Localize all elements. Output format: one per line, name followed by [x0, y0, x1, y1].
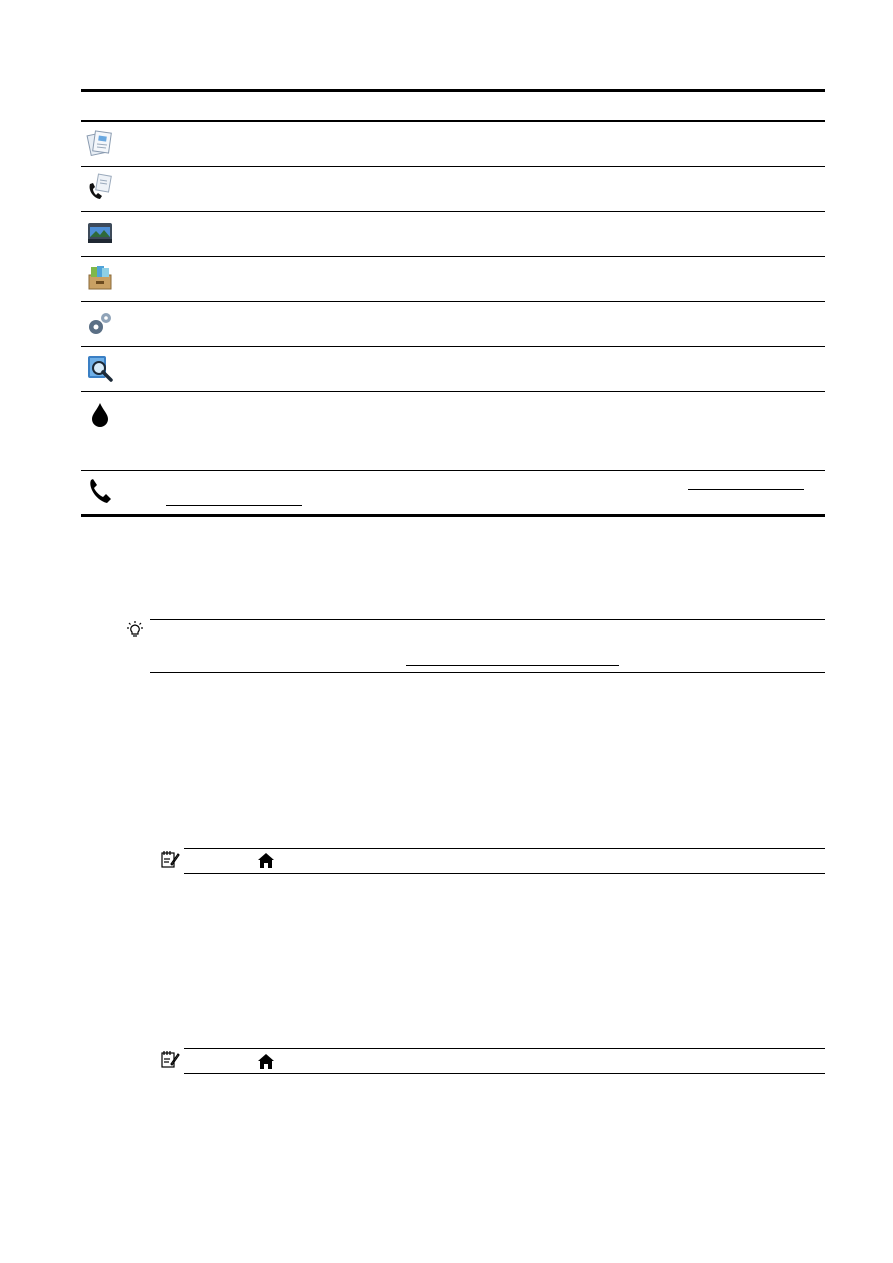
table-header-divider	[81, 120, 825, 122]
home-icon	[257, 852, 275, 869]
note-top-rule	[184, 1048, 825, 1049]
lightbulb-icon	[125, 620, 145, 640]
scan-icon	[85, 218, 115, 248]
support-link-underline-continued[interactable]	[166, 505, 302, 506]
fax-icon	[85, 172, 115, 202]
row-divider	[81, 211, 825, 212]
row-divider	[81, 256, 825, 257]
row-divider	[81, 301, 825, 302]
note-top-rule	[184, 848, 825, 849]
row-divider	[81, 470, 825, 471]
note-bottom-rule	[184, 1073, 825, 1074]
apps-icon	[85, 263, 115, 293]
row-divider	[81, 346, 825, 347]
note-icon	[160, 1049, 180, 1069]
copy-icon	[85, 128, 115, 158]
note-icon	[160, 849, 180, 869]
tip-top-rule	[150, 619, 825, 620]
tip-bottom-rule	[150, 672, 825, 673]
table-top-border	[81, 89, 825, 92]
row-divider	[81, 391, 825, 392]
home-icon	[257, 1053, 275, 1070]
help-icon	[85, 353, 115, 383]
setup-icon	[85, 308, 115, 338]
tip-link-underline[interactable]	[406, 665, 619, 666]
table-bottom-border	[81, 514, 825, 517]
support-link-underline[interactable]	[688, 489, 804, 490]
row-divider	[81, 166, 825, 167]
phone-icon	[85, 476, 115, 506]
ink-icon	[85, 400, 115, 430]
note-bottom-rule	[184, 873, 825, 874]
